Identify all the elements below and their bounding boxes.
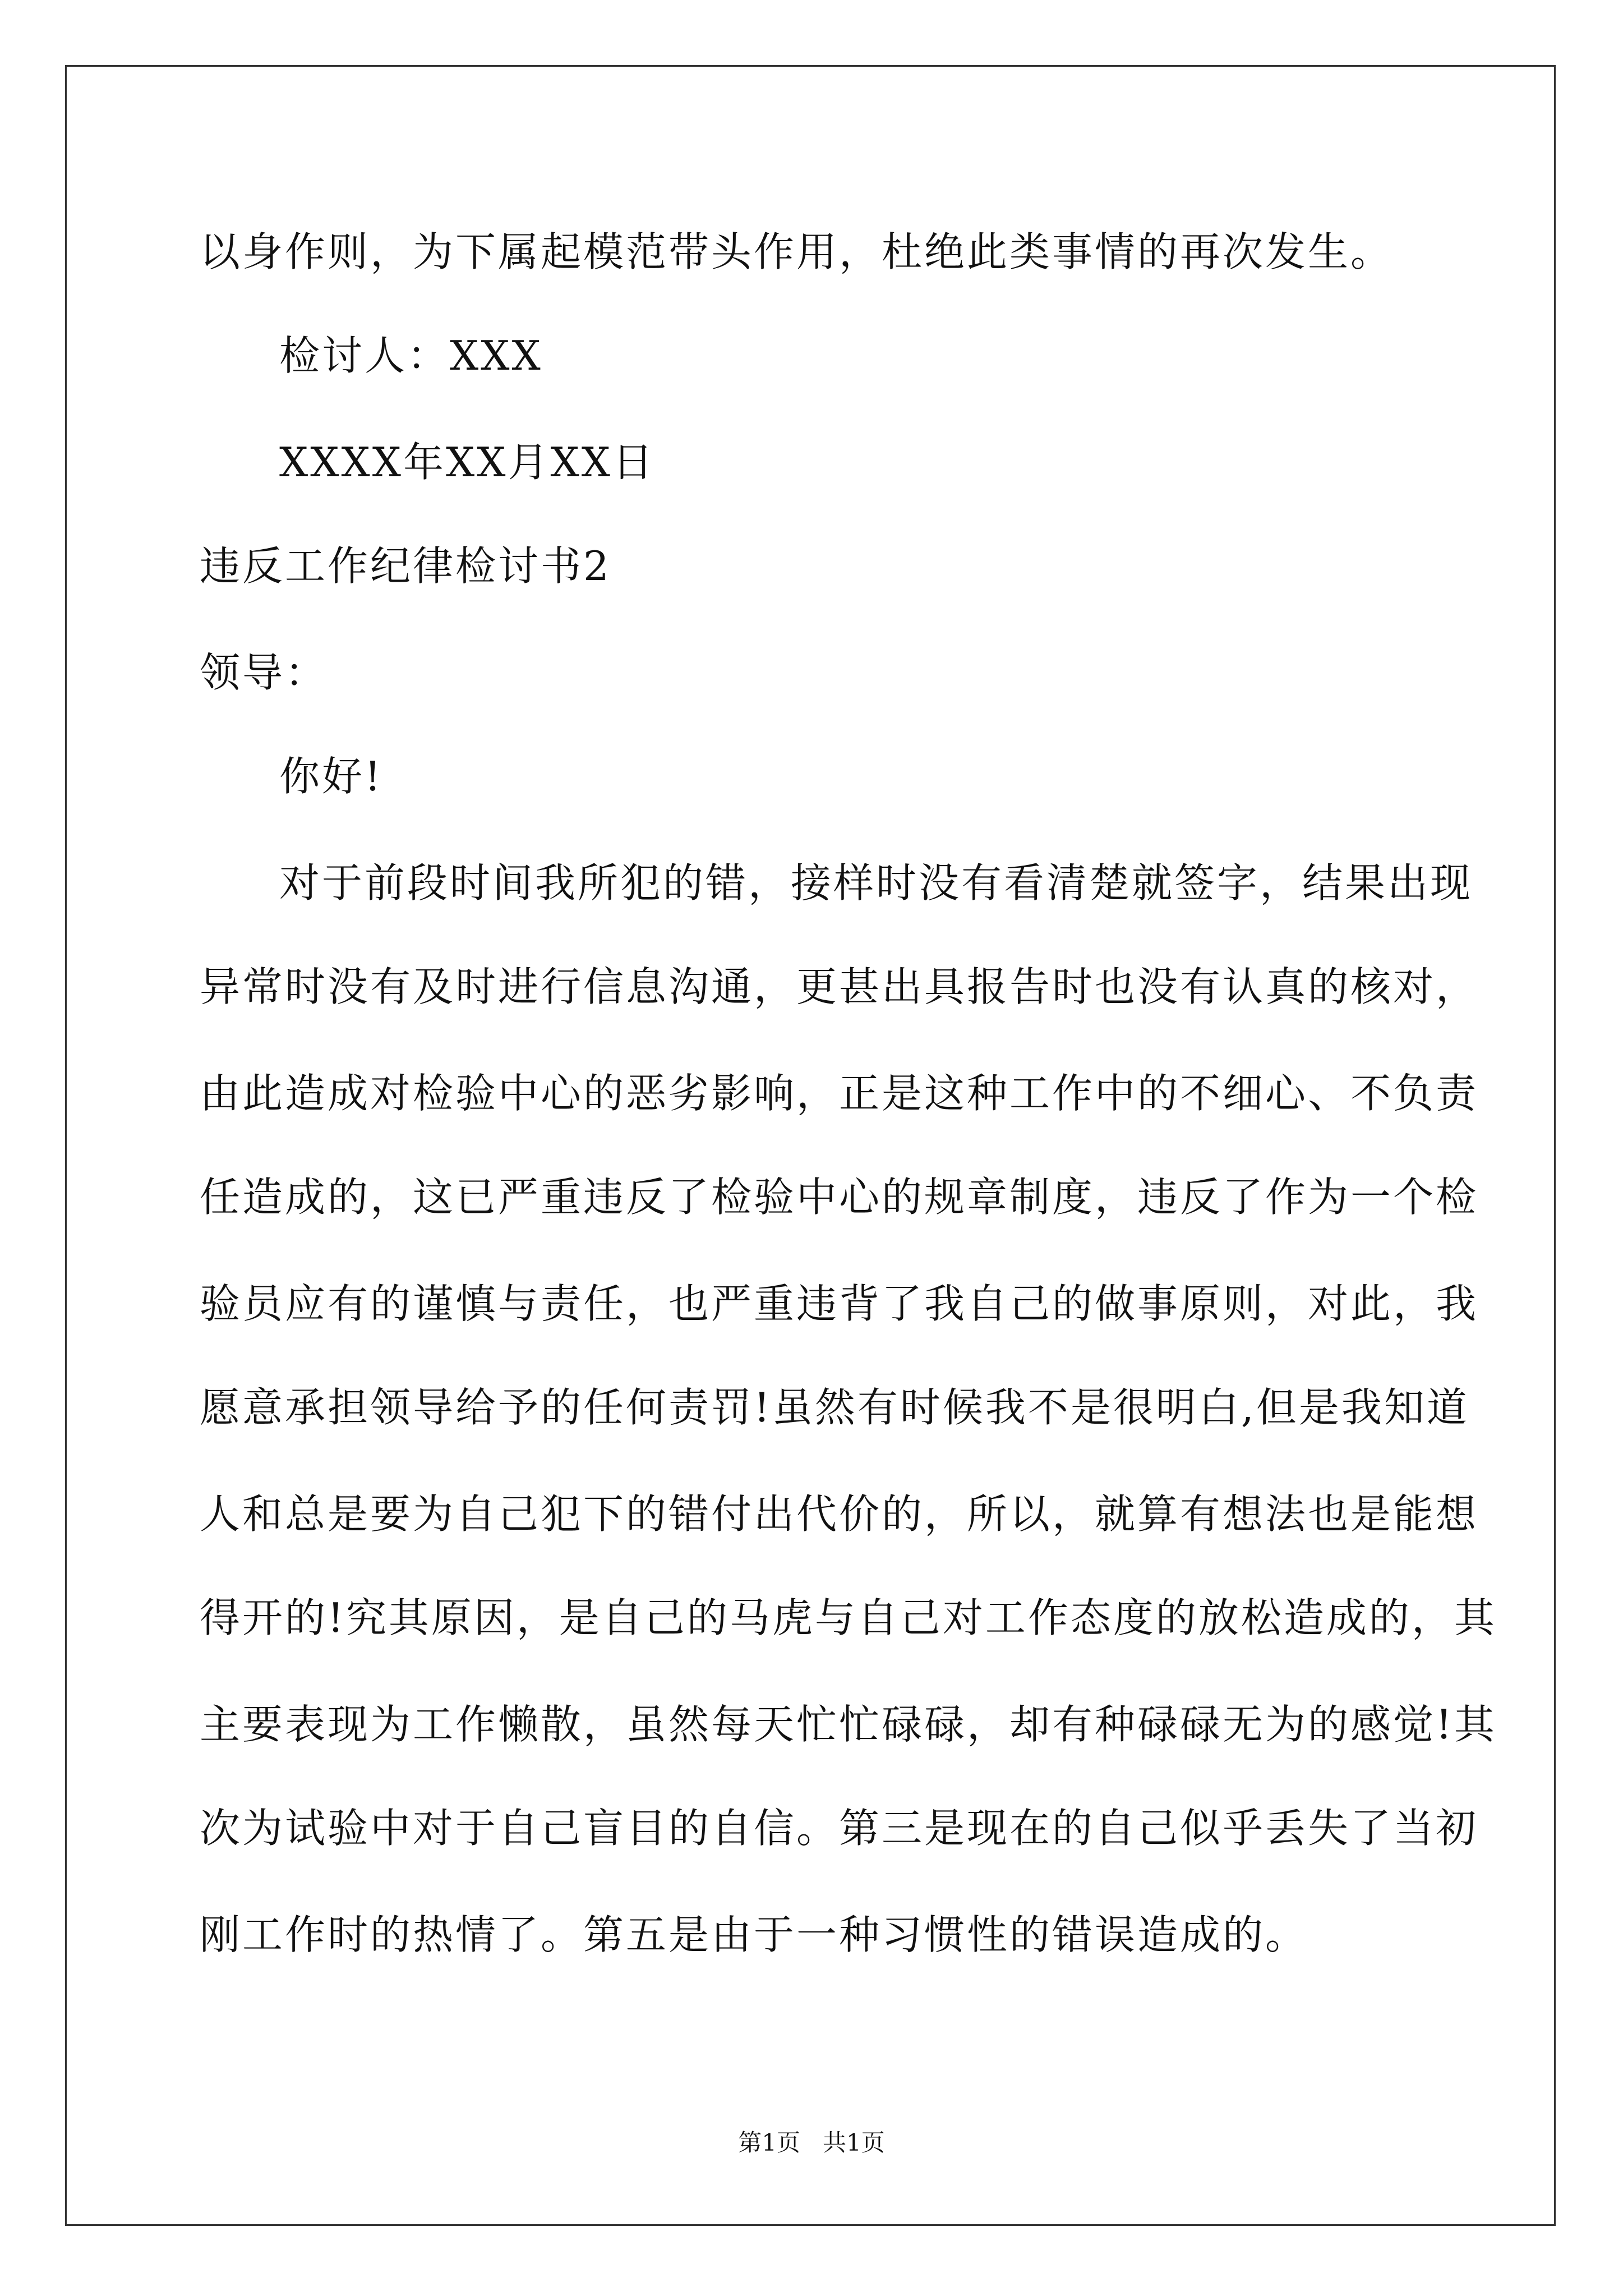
paragraph-line-11: 刚工作时的热情了。第五是由于一种习惯性的错误造成的。: [200, 1911, 1308, 1958]
paragraph-line-1: 对于前段时间我所犯的错，接样时没有看清楚就签字，结果出现: [279, 859, 1473, 907]
paragraph-line-6: 愿意承担领导给予的任何责罚!虽然有时候我不是很明白,但是我知道: [200, 1384, 1469, 1431]
salutation: 领导：: [200, 649, 328, 696]
paragraph-line-2: 异常时没有及时进行信息沟通，更甚出具报告时也没有认真的核对，: [200, 963, 1479, 1010]
paragraph-line-4: 任造成的，这已严重违反了检验中心的规章制度，违反了作为一个检: [200, 1174, 1479, 1221]
greeting: 你好!: [279, 753, 383, 800]
section-title: 违反工作纪律检讨书2: [200, 542, 611, 590]
text-line-1: 以身作则，为下属起模范带头作用，杜绝此类事情的再次发生。: [200, 228, 1394, 275]
paragraph-line-7: 人和总是要为自己犯下的错付出代价的，所以，就算有想法也是能想: [200, 1490, 1479, 1538]
date-line: XXXX年XX月XX日: [279, 439, 656, 486]
page-border: [65, 65, 1556, 2226]
paragraph-line-10: 次为试验中对于自己盲目的自信。第三是现在的自己似乎丢失了当初: [200, 1805, 1479, 1852]
page-number: 第1页 共1页: [738, 2129, 885, 2156]
paragraph-line-3: 由此造成对检验中心的恶劣影响，正是这种工作中的不细心、不负责: [200, 1070, 1479, 1117]
paragraph-line-8: 得开的!究其原因，是自己的马虎与自己对工作态度的放松造成的，其: [200, 1594, 1497, 1641]
paragraph-line-9: 主要表现为工作懒散，虽然每天忙忙碌碌，却有种碌碌无为的感觉!其: [200, 1701, 1497, 1748]
paragraph-line-5: 验员应有的谨慎与责任，也严重违背了我自己的做事原则，对此，我: [200, 1280, 1479, 1327]
signature-line: 检讨人：XXX: [279, 332, 543, 379]
